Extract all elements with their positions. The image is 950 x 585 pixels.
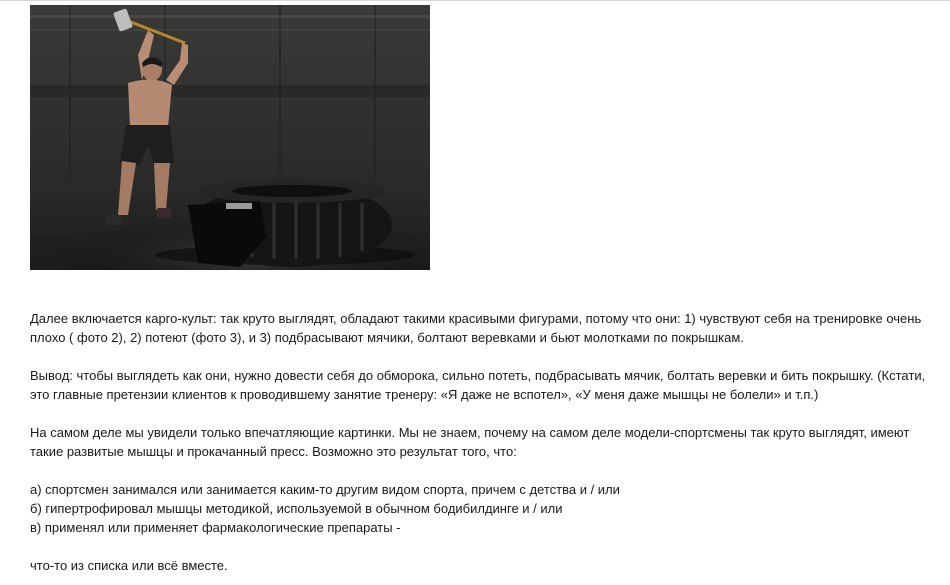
paragraph-summary: что-то из списка или всё вместе. bbox=[30, 558, 228, 573]
article-body bbox=[30, 309, 935, 575]
paragraph-cargo-cult: Далее включается карго-культ: так круто выглядят, обладают такими красивыми фигурами, потому что они: 1) чувствуют себя на тренировке очень плохо ( фото 2), 2) потеют (фото 3), и 3) подбрасывают мячики, болтают веревками и бьют молотками по покрышкам. bbox=[30, 311, 922, 345]
paragraph-conclusion: Вывод: чтобы выглядеть как они, нужно довести себя до обморока, сильно потеть, подбрасывать мячик, болтать веревки и бить покрышку. (Кстати, это главные претензии клиентов к проводившему занятие тренеру: «Я даже не вспотел», «У меня даже мышцы не болели» и т.п.) bbox=[30, 368, 926, 402]
article-photo bbox=[30, 5, 430, 270]
list-item-a: а) спортсмен занимался или занимается каким-то другим видом спорта, причем с детства и / или bbox=[30, 482, 620, 497]
top-divider bbox=[0, 0, 950, 1]
list-item-c: в) применял или применяет фармакологические препараты - bbox=[30, 520, 401, 535]
list-item-b: б) гипертрофировал мышцы методикой, используемой в обычном бодибилдинге и / или bbox=[30, 501, 563, 516]
sledgehammer-tire-photo bbox=[30, 5, 430, 270]
paragraph-reality: На самом деле мы увидели только впечатляющие картинки. Мы не знаем, почему на самом деле модели-спортсмены так круто выглядят, имеют такие развитые мышцы и прокачанный пресс. Возможно это результат того, что: bbox=[30, 425, 910, 459]
